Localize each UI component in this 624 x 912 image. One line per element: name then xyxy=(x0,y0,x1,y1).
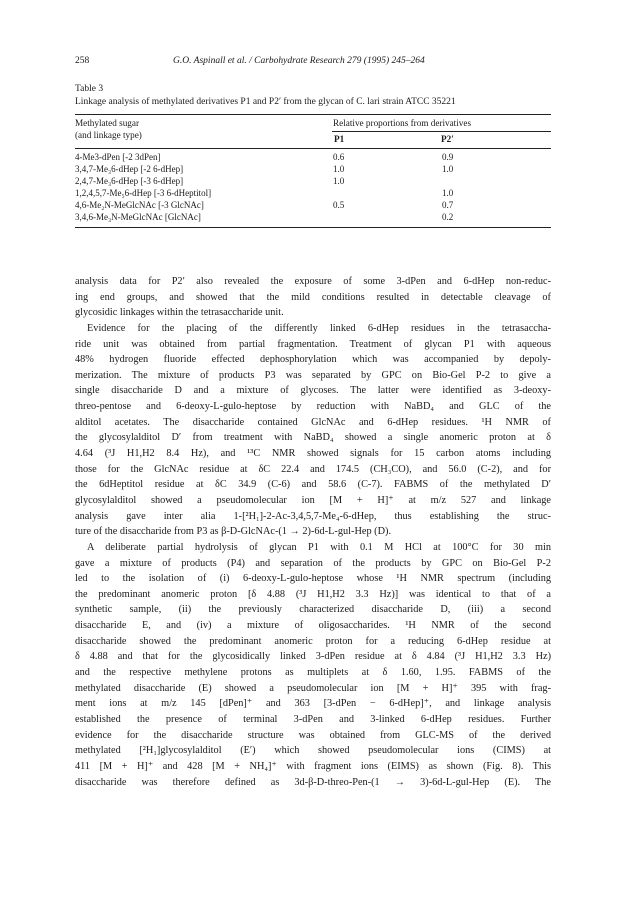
text-line: alditol acetates. The disaccharide contained GlcNAc and 6-dHep residues. ¹H NMR of xyxy=(75,416,551,428)
cell-sugar: 3,4,6-Me₃N-MeGlcNAc [GlcNAc] xyxy=(75,212,201,222)
cell-p2: 1.0 xyxy=(442,188,454,198)
text-line: δ 4.88 and that for the glycosidically linked 3-dPen residue at δ 4.84 (³J H1,H2 3.3 Hz) xyxy=(75,651,551,663)
page-number: 258 xyxy=(75,56,90,66)
cell-sugar: 1,2,4,5,7-Me₅6-dHep [-3 6-dHeptitol] xyxy=(75,188,212,198)
cell-p1: 0.5 xyxy=(333,200,345,210)
text-line: A deliberate partial hydrolysis of glycan P1 with 0.1 M HCl at 100°C for 30 min xyxy=(87,541,551,553)
text-line: glycosidic linkages within the tetrasaccharide unit. xyxy=(75,307,284,319)
text-line: analysis gave inter alia 1-[²H₁]-2-Ac-3,4,5,7-Me₄-6-dHep, thus establishing the struc- xyxy=(75,510,551,522)
text-line: analysis data for P2′ also revealed the exposure of some 3-dPen and 6-dHep non-reduc- xyxy=(75,276,551,287)
text-line: methylated [²H₁]glycosylalditol (E′) which showed pseudomolecular ions (CIMS) at xyxy=(75,745,551,757)
table-caption: Linkage analysis of methylated derivatives P1 and P2′ from the glycan of C. lari strain ATCC 35221 xyxy=(75,97,456,107)
text-line: led to the isolation of (i) 6-deoxy-L-gulo-heptose whose ¹H NMR spectrum (including xyxy=(75,573,551,585)
text-line: threo-pentose and 6-deoxy-L-gulo-heptose by reduction with NaBD₄ and GLC of the xyxy=(75,401,551,413)
text-line: ture of the disaccharide from P3 as β-D-GlcNAc-(1 → 2)-6d-L-gul-Hep (D). xyxy=(75,526,392,538)
table-row xyxy=(75,152,551,164)
text-line: disaccharide showed the predominant anomeric proton for a reducing 6-dHep residue at xyxy=(75,635,551,647)
cell-sugar: 4-Me3-dPen [-2 3dPen] xyxy=(75,152,161,162)
text-line: 48% hydrogen fluoride effected dephosphorylation which was accompanied by depoly- xyxy=(75,354,551,366)
text-line: ing end groups, and showed that the mild conditions resulted in detectable cleavage of xyxy=(75,291,551,303)
text-line: established the presence of terminal 3-dPen and 3-linked 6-dHep residues. Further xyxy=(75,713,551,725)
cell-p1: 1.0 xyxy=(333,176,345,186)
running-head xyxy=(75,56,551,68)
text-line: glycosylalditol showed a pseudomolecular ion [M + H]⁺ at m/z 527 and linkage xyxy=(75,494,551,506)
table-header-rule xyxy=(75,148,551,149)
text-line: evidence for the disaccharide structure was obtained from GLC-MS of the derived xyxy=(75,729,551,741)
text-line: merization. The mixture of products P3 was separated by GPC on Bio-Gel P-2 to give a xyxy=(75,369,551,381)
body-text xyxy=(75,274,551,790)
text-line: disaccharide E, and (iv) a mixture of oligosaccharides. ¹H NMR of the second xyxy=(75,620,551,632)
cell-p2: 0.2 xyxy=(442,212,454,222)
text-line: single disaccharide D and a mixture of glycoses. The latter were identified as 3-deoxy- xyxy=(75,385,551,397)
text-line: methylated disaccharide (E) showed a pseudomolecular ion [M + H]⁺ 395 with frag- xyxy=(75,682,551,694)
cell-sugar: 3,4,7-Me₃6-dHep [-2 6-dHep] xyxy=(75,164,184,174)
text-line: the predominant anomeric proton [δ 4.88 (³J H1,H2 3.3 Hz)] was identical to that of a xyxy=(75,588,551,600)
cell-p2: 0.9 xyxy=(442,152,454,162)
header-relative-proportions: Relative proportions from derivatives xyxy=(333,118,472,128)
cell-p2: 1.0 xyxy=(442,164,454,174)
text-line: ride unit was obtained from partial fragmentation. Treatment of glycan P1 with aqueous xyxy=(75,338,551,350)
cell-p2: 0.7 xyxy=(442,200,454,210)
text-line: the 6dHeptitol residue at δC 34.9 (C-6) and 58.6 (C-7). FABMS of the methylated D′ xyxy=(75,479,551,491)
text-line: gave a mixture of products (P4) and separation of the products by GPC on Bio-Gel P-2 xyxy=(75,557,551,569)
text-line: 4.64 (³J H1,H2 8.4 Hz), and ¹³C NMR showed signals for 15 carbon atoms including xyxy=(75,448,551,460)
header-sugar-line1: Methylated sugar xyxy=(75,118,140,128)
table-bottom-rule xyxy=(75,227,551,228)
table-row xyxy=(75,200,551,212)
text-line: those for the GlcNAc residue at δC 22.4 and 174.5 (CH₃CO), and 56.0 (C-2), and for xyxy=(75,463,551,475)
table-row xyxy=(75,176,551,188)
text-line: and the respective methylene protons as multiplets at δ 1.60, 1.95. FABMS of the xyxy=(75,667,551,679)
table-row xyxy=(75,212,551,224)
table-top-rule xyxy=(75,114,551,115)
table-subheader-rule xyxy=(332,131,551,132)
cell-p1: 1.0 xyxy=(333,164,345,174)
cell-sugar: 2,4,7-Me₃6-dHep [-3 6-dHep] xyxy=(75,176,184,186)
text-line: 411 [M + H]⁺ and 428 [M + NH₄]⁺ with fragment ions (EIMS) as shown (Fig. 8). This xyxy=(75,760,551,772)
journal-citation: G.O. Aspinall et al. / Carbohydrate Research 279 (1995) 245–264 xyxy=(173,56,425,66)
text-line: synthetic sample, (ii) the previously characterized disaccharide D, (iii) a second xyxy=(75,604,551,616)
table-row xyxy=(75,188,551,200)
cell-sugar: 4,6-Me₂N-MeGlcNAc [-3 GlcNAc] xyxy=(75,200,204,210)
text-line: ment ions at m/z 145 [dPen]⁺ and 363 [3-dPen − 6-dHep]⁺, and linkage analysis xyxy=(75,698,551,710)
header-p2prime: P2′ xyxy=(441,134,454,144)
header-p1: P1 xyxy=(334,134,345,144)
cell-p1: 0.6 xyxy=(333,152,345,162)
table-row xyxy=(75,164,551,176)
text-line: the glycosylalditol D′ from treatment with NaBD₄ showed a single anomeric proton at δ xyxy=(75,432,551,444)
text-line: disaccharide was therefore defined as 3d-β-D-threo-Pen-(1 → 3)-6d-L-gul-Hep (E). The xyxy=(75,776,551,788)
header-sugar-line2: (and linkage type) xyxy=(75,130,142,140)
table-label: Table 3 xyxy=(75,84,104,94)
text-line: Evidence for the placing of the differently linked 6-dHep residues in the tetrasaccha- xyxy=(87,322,551,334)
